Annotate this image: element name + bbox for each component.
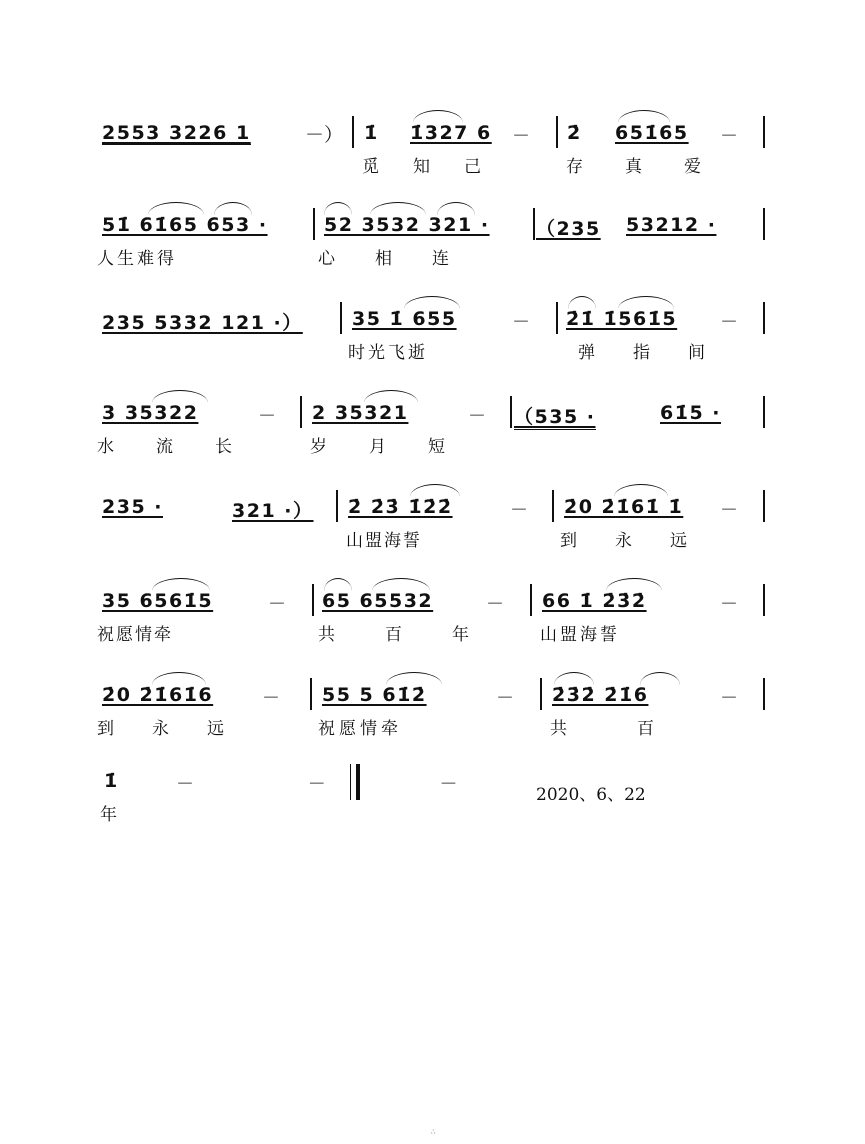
note-group: 2553 3226 1	[102, 122, 251, 144]
staff-line-1	[0, 116, 865, 186]
note-group: 35 1̇ 655	[352, 308, 457, 330]
lyric: 人生难得	[97, 249, 177, 269]
note-group: 61̇5 ·	[660, 402, 721, 424]
dash: －	[496, 688, 514, 709]
note-group: 235 ·	[102, 496, 163, 518]
dash: －	[512, 312, 530, 333]
lyrics-row	[0, 610, 865, 645]
dash: －	[720, 126, 738, 147]
lyric: 到永远	[97, 719, 262, 739]
note-group: 1̇	[364, 122, 379, 144]
note-group: 2̇0 2̇1̇61̇6	[102, 684, 214, 706]
lyrics-row	[0, 142, 865, 177]
lyrics-row	[0, 234, 865, 269]
lyrics-row	[0, 790, 865, 825]
note-group: 2̇0 2̇1̇61̇ 1̇	[564, 496, 684, 518]
note-group: 2̇	[567, 122, 582, 144]
lyric: 时光飞逝	[348, 343, 428, 363]
dash: －	[262, 688, 280, 709]
lyric: 水流长	[97, 437, 274, 457]
lyric: 弹指间	[578, 343, 743, 363]
staff-line-2	[0, 208, 865, 278]
lyric: 山盟海誓	[346, 531, 422, 551]
dash: －	[258, 406, 276, 427]
footer-mark: ∴	[431, 1128, 436, 1136]
staff-line-8	[0, 764, 865, 834]
dash: －	[512, 126, 530, 147]
staff-line-3	[0, 302, 865, 372]
note-group: 55 5 61̇2̇	[322, 684, 427, 706]
dash: －	[720, 594, 738, 615]
dash: －	[468, 406, 486, 427]
lyric: 觅知己	[362, 157, 515, 177]
note-group: 66 1̇ 2̇3̇2̇	[542, 590, 647, 612]
lyric: 年	[100, 805, 127, 825]
lyrics-row	[0, 328, 865, 363]
staff-line-4	[0, 396, 865, 466]
lyric: 共百	[550, 719, 724, 739]
dash: －	[720, 500, 738, 521]
note-group: 51̇ 61̇65 653 ·	[102, 214, 268, 236]
dash: －	[720, 312, 738, 333]
lyric: 存真爱	[566, 157, 743, 177]
note-group: 2̇3̇2̇ 2̇1̇6	[552, 684, 649, 706]
lyric: 祝愿情牵	[318, 719, 402, 739]
note-group: 3 35322	[102, 402, 199, 424]
dash: －	[268, 594, 286, 615]
lyric: 心相连	[318, 249, 489, 269]
dash: －	[486, 594, 504, 615]
staff-line-6	[0, 584, 865, 654]
dash: －	[510, 500, 528, 521]
lyric: 山盟海誓	[540, 625, 620, 645]
lyrics-row	[0, 704, 865, 739]
note-group: 235 5332 121 ·）	[102, 312, 303, 334]
note-group: 35 6561̇5	[102, 590, 214, 612]
lyrics-row	[0, 422, 865, 457]
rest-close-paren: －）	[305, 124, 344, 146]
note-group: 1̇327 6	[410, 122, 492, 144]
note-group: 321 ·）	[232, 500, 314, 522]
staff-line-5	[0, 490, 865, 560]
lyric: 岁月短	[310, 437, 487, 457]
note-group: 53212 ·	[626, 214, 717, 236]
lyric: 到永远	[560, 531, 725, 551]
note-group: 1̇	[104, 770, 119, 792]
note-group: （535 ·	[514, 402, 596, 430]
composition-date: 2020、6、22	[536, 785, 646, 805]
note-group: 651̇65	[615, 122, 689, 144]
lyrics-row	[0, 516, 865, 551]
note-group: （235	[536, 218, 601, 240]
note-group: 52 3532 321 ·	[324, 214, 490, 236]
dash: － － －	[176, 774, 512, 795]
lyric: 共百年	[318, 625, 519, 645]
lyric: 祝愿情牵	[97, 625, 173, 645]
dash: －	[720, 688, 738, 709]
note-group: 2 35321	[312, 402, 409, 424]
staff-line-7	[0, 678, 865, 748]
note-group: 2̇ 2̇3̇ 1̇2̇2̇	[348, 496, 453, 518]
note-group: 65 65532	[322, 590, 434, 612]
note-group: 2̇1̇ 1̇561̇5	[566, 308, 678, 330]
